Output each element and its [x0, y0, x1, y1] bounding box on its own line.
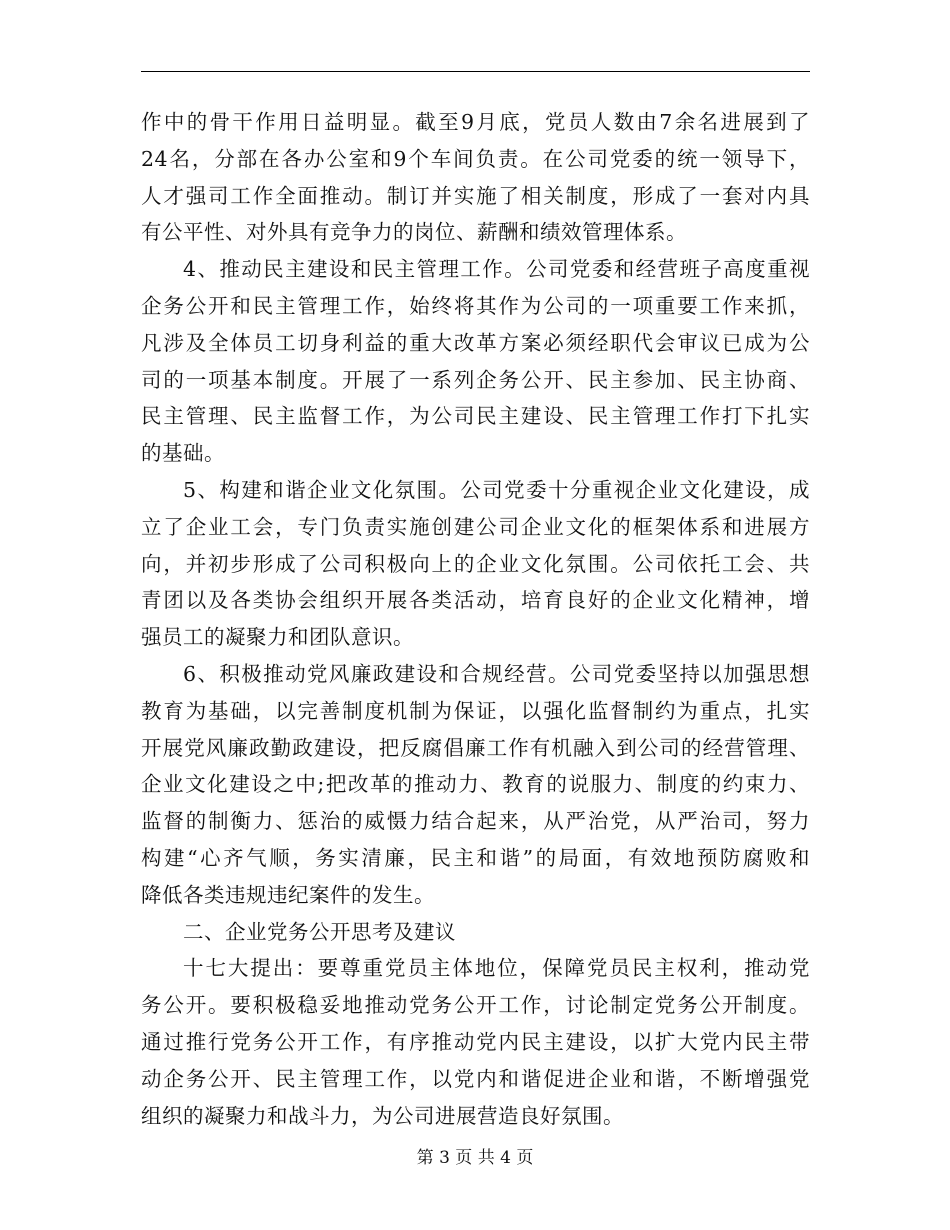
text-line: 构建“心齐气顺，务实清廉，民主和谐”的局面，有效地预防腐败和	[141, 845, 810, 870]
text-line: 24名，分部在各办公室和9个车间负责。在公司党委的统一领导下，	[141, 146, 810, 171]
text-line: 降低各类违规违纪案件的发生。	[141, 882, 435, 907]
text-line: 企业文化建设之中;把改革的推动力、教育的说服力、制度的约束力、	[141, 772, 810, 797]
text-line: 的基础。	[141, 441, 225, 466]
text-line: 开展党风廉政勤政建设，把反腐倡廉工作有机融入到公司的经营管理、	[141, 735, 810, 760]
document-body	[141, 104, 810, 1134]
text-line: 民主管理、民主监督工作，为公司民主建设、民主管理工作打下扎实	[141, 404, 810, 429]
text-line: 5、构建和谐企业文化氛围。公司党委十分重视企业文化建设，成	[183, 477, 810, 502]
text-line: 立了企业工会，专门负责实施创建公司企业文化的框架体系和进展方	[141, 514, 810, 539]
text-line: 十七大提出：要尊重党员主体地位，保障党员民主权利，推动党	[183, 956, 810, 981]
text-line: 组织的凝聚力和战斗力，为公司进展营造良好氛围。	[141, 1103, 624, 1128]
text-line: 青团以及各类协会组织开展各类活动，培育良好的企业文化精神，增	[141, 588, 810, 613]
text-line: 通过推行党务公开工作，有序推动党内民主建设，以扩大党内民主带	[141, 1029, 810, 1054]
text-line: 有公平性、对外具有竞争力的岗位、薪酬和绩效管理体系。	[141, 220, 687, 245]
text-line: 强员工的凝聚力和团队意识。	[141, 625, 414, 650]
text-line: 务公开。要积极稳妥地推动党务公开工作，讨论制定党务公开制度。	[141, 993, 810, 1018]
text-line: 教育为基础，以完善制度机制为保证，以强化监督制约为重点，扎实	[141, 698, 810, 723]
header-rule	[141, 71, 810, 72]
text-line: 人才强司工作全面推动。制订并实施了相关制度，形成了一套对内具	[141, 183, 810, 208]
text-line: 二、企业党务公开思考及建议	[183, 919, 456, 944]
text-line: 向，并初步形成了公司积极向上的企业文化氛围。公司依托工会、共	[141, 551, 810, 576]
text-line: 司的一项基本制度。开展了一系列企务公开、民主参加、民主协商、	[141, 367, 810, 392]
text-line: 企务公开和民主管理工作，始终将其作为公司的一项重要工作来抓，	[141, 293, 810, 318]
text-line: 动企务公开、民主管理工作，以党内和谐促进企业和谐，不断增强党	[141, 1066, 810, 1091]
text-line: 监督的制衡力、惩治的威慑力结合起来，从严治党，从严治司，努力	[141, 809, 810, 834]
text-line: 4、推动民主建设和民主管理工作。公司党委和经营班子高度重视	[183, 257, 810, 282]
text-line: 凡涉及全体员工切身利益的重大改革方案必须经职代会审议已成为公	[141, 330, 810, 355]
text-line: 6、积极推动党风廉政建设和合规经营。公司党委坚持以加强思想	[183, 661, 810, 686]
page-footer: 第 3 页 共 4 页	[416, 1148, 534, 1168]
text-line: 作中的骨干作用日益明显。截至9月底，党员人数由7余名进展到了	[141, 110, 810, 134]
